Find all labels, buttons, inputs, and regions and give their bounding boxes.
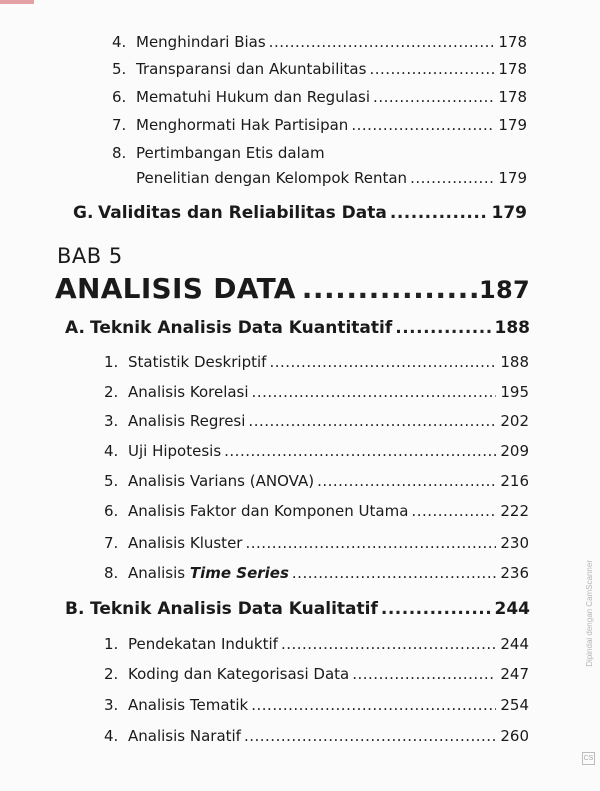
page-edge-mark: [0, 0, 34, 4]
toc-a-item-2: 2. Analisis Korelasi ..... 195: [104, 383, 529, 401]
leader-dots: [381, 599, 491, 619]
leader-dots: [269, 33, 495, 51]
leader-dots: [302, 272, 477, 305]
toc-a-item-5: 5. Analisis Varians (ANOVA) ..... 216: [104, 472, 529, 490]
toc-section-a: A. Teknik Analisis Data Kuantitatif ..... 188: [65, 318, 530, 338]
toc-section-b: B. Teknik Analisis Data Kualitatif ..... 244: [65, 599, 530, 619]
leader-dots: [352, 665, 496, 683]
leader-dots: [369, 60, 494, 78]
toc-b-item-3: 3. Analisis Tematik ..... 254: [104, 696, 529, 714]
toc-b-item-4: 4. Analisis Naratif ..... 260: [104, 727, 529, 745]
leader-dots: [244, 727, 496, 745]
leader-dots: [390, 203, 488, 223]
toc-a-item-8: 8. Analisis Time Series ..... 236: [104, 564, 529, 582]
toc-a-item-7: 7. Analisis Kluster ..... 230: [104, 534, 529, 552]
toc-a-item-6: 6. Analisis Faktor dan Komponen Utama ..... 222: [104, 502, 529, 520]
leader-dots: [251, 696, 496, 714]
toc-item-8-line2: Penelitian dengan Kelompok Rentan ..... 179: [136, 169, 527, 187]
leader-dots: [351, 116, 494, 134]
toc-item-8-line1: 8. Pertimbangan Etis dalam: [112, 144, 325, 162]
chapter-title: ANALISIS DATA ..... 187: [55, 272, 530, 305]
toc-a-item-4: 4. Uji Hipotesis ..... 209: [104, 442, 529, 460]
scanner-badge-icon: CS: [582, 752, 595, 765]
toc-b-item-1: 1. Pendekatan Induktif ..... 244: [104, 635, 529, 653]
scanner-watermark: Dipindai dengan CamScanner: [585, 560, 594, 667]
chapter-number: BAB 5: [57, 244, 123, 268]
leader-dots: [317, 472, 496, 490]
leader-dots: [252, 383, 497, 401]
leader-dots: [224, 442, 496, 460]
toc-a-item-3: 3. Analisis Regresi ..... 202: [104, 412, 529, 430]
leader-dots: [269, 353, 496, 371]
toc-section-g: G. Validitas dan Reliabilitas Data ..... 179: [73, 203, 527, 223]
toc-item-5: 5. Transparansi dan Akuntabilitas ..... 178: [112, 60, 527, 78]
leader-dots: [410, 169, 494, 187]
leader-dots: [292, 564, 496, 582]
leader-dots: [248, 412, 496, 430]
leader-dots: [411, 502, 496, 520]
toc-item-4: 4. Menghindari Bias ..... 178: [112, 33, 527, 51]
leader-dots: [373, 88, 494, 106]
toc-b-item-2: 2. Koding dan Kategorisasi Data ..... 247: [104, 665, 529, 683]
leader-dots: [395, 318, 490, 338]
leader-dots: [245, 534, 496, 552]
toc-a-item-1: 1. Statistik Deskriptif ..... 188: [104, 353, 529, 371]
toc-item-7: 7. Menghormati Hak Partisipan ..... 179: [112, 116, 527, 134]
toc-item-6: 6. Mematuhi Hukum dan Regulasi ..... 178: [112, 88, 527, 106]
leader-dots: [281, 635, 496, 653]
